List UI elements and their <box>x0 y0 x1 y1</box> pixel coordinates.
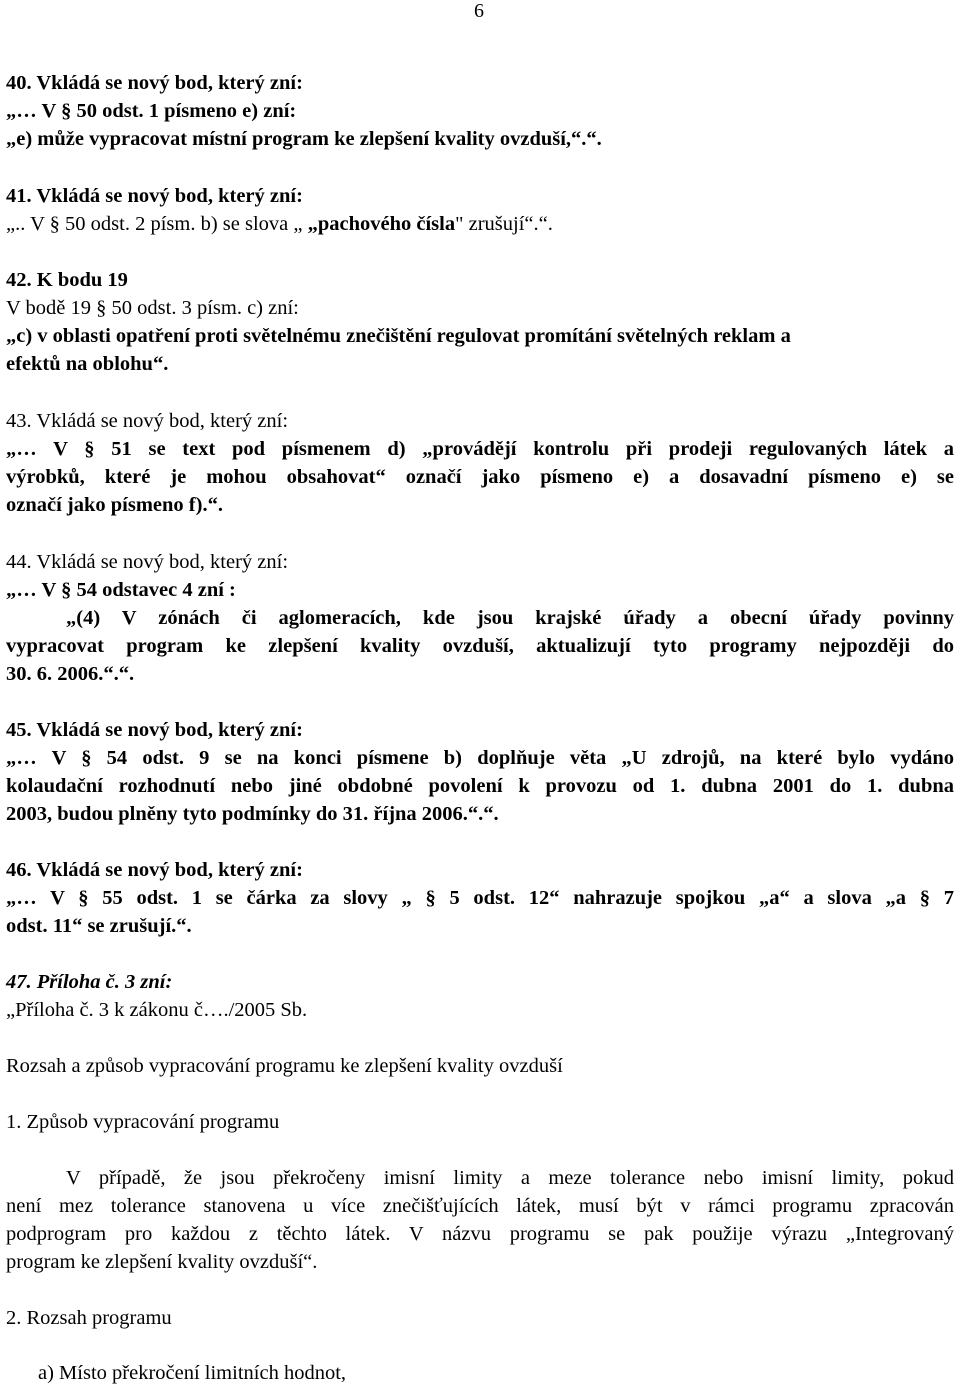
item-47-line-1: „Příloha č. 3 k zákonu č…./2005 Sb. <box>6 999 308 1021</box>
item-42-para-line-1: „c) v oblasti opatření proti světelnému znečištění regulovat promítání světelných reklam a <box>6 325 791 347</box>
item-43-line-1: „… V § 51 se text pod písmenem d) „provádějí kontrolu při prodeji regulovaných látek a <box>6 438 954 460</box>
item-44-paragraph <box>6 606 954 658</box>
item-41-bold: „pachového čísla <box>307 213 456 235</box>
item-40-line-2: „e) může vypracovat místní program ke zlepšení kvality ovzduší,“.“. <box>6 128 602 150</box>
item-46-line-1: „… V § 55 odst. 1 se čárka za slovy „ § 5 odst. 12“ nahrazuje spojkou „a“ a slova „a § 7 <box>6 887 954 909</box>
item-43-line-2: výrobků, které je mohou obsahovat“ označí jako písmeno e) a dosavadní písmeno e) se <box>6 466 954 488</box>
item-45-line-3: 2003, budou plněny tyto podmínky do 31. října 2006.“.“. <box>6 803 499 825</box>
item-46-paragraph <box>6 886 954 910</box>
annex-section-1-line-3: podprogram pro každou z těchto látek. V názvu programu se pak použije výrazu „Integrovaný <box>6 1223 954 1245</box>
item-42-para-line-2: efektů na oblohu“. <box>6 353 169 375</box>
item-42-line-1: V bodě 19 § 50 odst. 3 písm. c) zní: <box>6 297 299 319</box>
page-number: 6 <box>474 0 484 22</box>
item-40-line-1: „… V § 50 odst. 1 písmeno e) zní: <box>6 100 297 122</box>
item-41-pre: „.. V § 50 odst. 2 písm. b) se slova „ <box>6 213 308 235</box>
item-44-line-2: „(4) V zónách či aglomeracích, kde jsou krajské úřady a obecní úřady povinny <box>66 607 954 629</box>
annex-section-1-line-2: není mez tolerance stanovena u více znečišťujících látek, musí být v rámci programu zpracován <box>6 1195 954 1217</box>
item-44-line-1: „… V § 54 odstavec 4 zní : <box>6 579 236 601</box>
annex-section-2-title: 2. Rozsah programu <box>6 1307 172 1329</box>
item-44-line-4: 30. 6. 2006.“.“. <box>6 663 135 685</box>
item-46-heading: 46. Vkládá se nový bod, který zní: <box>6 859 303 881</box>
item-43-paragraph <box>6 437 954 489</box>
item-41-post: " zrušují“.“. <box>455 213 553 235</box>
item-45-line-2: kolaudační rozhodnutí nebo jiné obdobné povolení k provozu od 1. dubna 2001 do 1. dubna <box>6 775 954 797</box>
item-41-line-1 <box>6 212 553 236</box>
item-42-heading: 42. K bodu 19 <box>6 269 128 291</box>
item-44-heading: 44. Vkládá se nový bod, který zní: <box>6 551 289 573</box>
item-44-line-3: vypracovat program ke zlepšení kvality ovzduší, aktualizují tyto programy nejpozději do <box>6 635 954 657</box>
annex-section-1-line-4: program ke zlepšení kvality ovzduší“. <box>6 1251 318 1273</box>
annex-section-2-item-a: a) Místo překročení limitních hodnot, <box>38 1362 347 1384</box>
item-47-heading: 47. Příloha č. 3 zní: <box>6 971 173 993</box>
annex-section-1-line-1: V případě, že jsou překročeny imisní limity a meze tolerance nebo imisní limity, pokud <box>66 1167 954 1189</box>
item-45-line-1: „… V § 54 odst. 9 se na konci písmene b) doplňuje věta „U zdrojů, na které bylo vydáno <box>6 747 954 769</box>
item-46-line-2: odst. 11“ se zrušují.“. <box>6 915 192 937</box>
item-45-paragraph <box>6 746 954 798</box>
annex-title: Rozsah a způsob vypracování programu ke zlepšení kvality ovzduší <box>6 1055 563 1077</box>
annex-section-1-paragraph <box>6 1166 954 1246</box>
item-45-heading: 45. Vkládá se nový bod, který zní: <box>6 719 303 741</box>
item-40-heading: 40. Vkládá se nový bod, který zní: <box>6 72 303 94</box>
annex-section-1-title: 1. Způsob vypracování programu <box>6 1111 280 1133</box>
item-41-heading: 41. Vkládá se nový bod, který zní: <box>6 185 303 207</box>
item-43-line-3: označí jako písmeno f).“. <box>6 494 223 516</box>
item-43-heading: 43. Vkládá se nový bod, který zní: <box>6 410 289 432</box>
